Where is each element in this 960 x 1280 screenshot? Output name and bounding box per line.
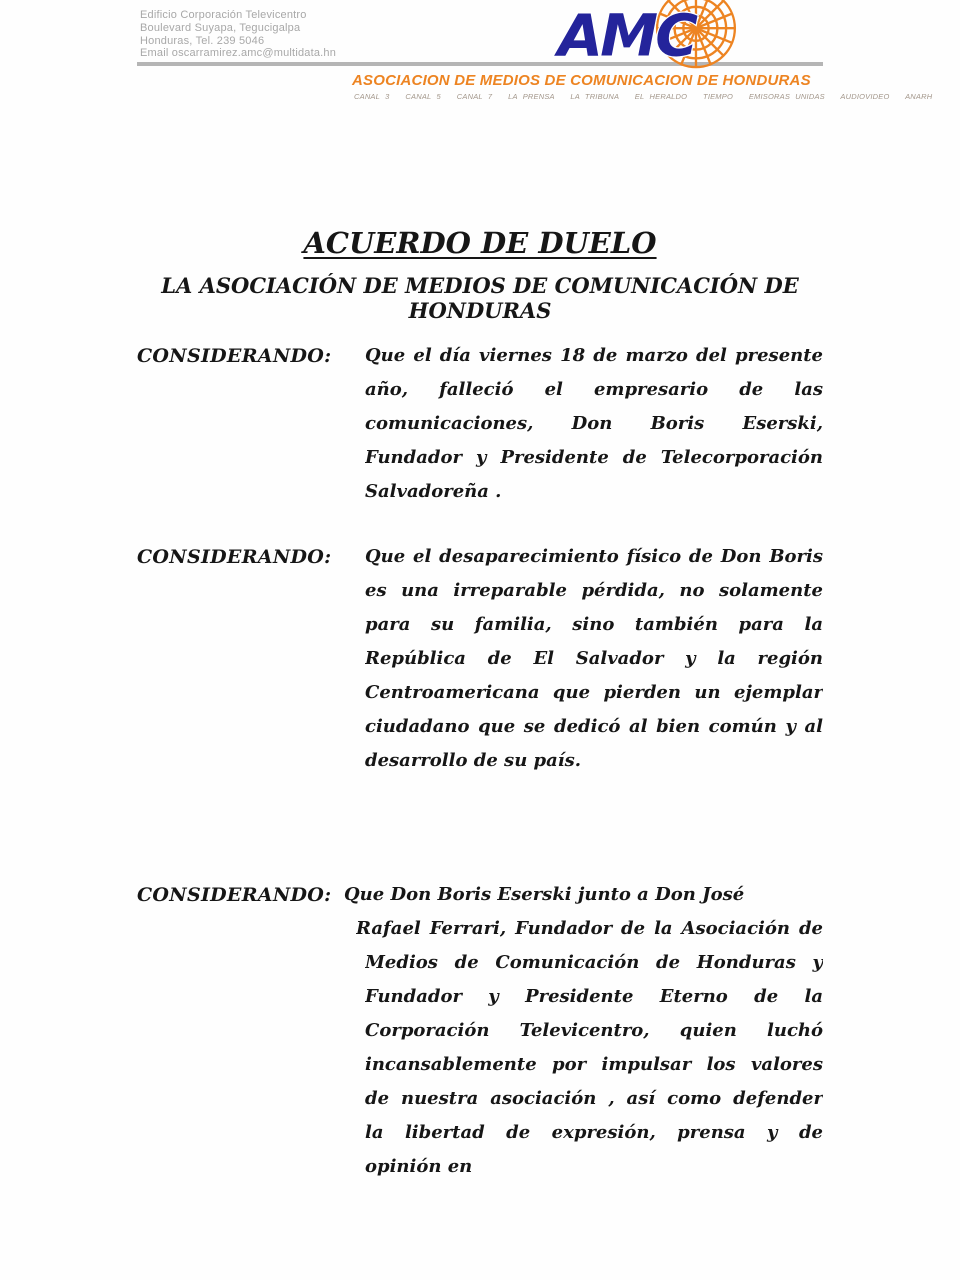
text-line: Fundador y Presidente Eterno de la	[365, 986, 823, 1007]
address-line: Edificio Corporación Televicentro	[140, 9, 307, 21]
org-name: ASOCIACION DE MEDIOS DE COMUNICACION DE HONDURAS	[352, 72, 811, 89]
address-line: Boulevard Suyapa, Tegucigalpa	[140, 21, 301, 34]
text-line: incansablemente por impulsar los valores	[365, 1054, 823, 1075]
text-line: Salvadoreña .	[365, 481, 502, 502]
letterhead-address	[140, 9, 336, 60]
considerando-paragraph-1	[137, 339, 823, 509]
text-line: año, falleció el empresario de las	[365, 379, 823, 400]
text-line: Fundador y Presidente de Telecorporación	[365, 447, 823, 468]
paragraph-label: CONSIDERANDO:	[137, 884, 332, 906]
amc-logo-text: AMC	[557, 1, 696, 70]
text-line: es una irreparable pérdida, no solamente	[365, 580, 823, 601]
text-line: Que el día viernes 18 de marzo del presente	[365, 345, 823, 366]
text-line: opinión en	[365, 1156, 473, 1177]
paragraph-label: CONSIDERANDO:	[137, 345, 332, 367]
members-list: CANAL 3 CANAL 5 CANAL 7 LA PRENSA LA TRIBUNA EL HERALDO TIEMPO EMISORAS UNIDAS AUDIOVIDEO ANARH	[354, 92, 933, 101]
text-line: para su familia, sino también para la	[365, 614, 823, 635]
document-subtitle: LA ASOCIACIÓN DE MEDIOS DE COMUNICACIÓN DE HONDURAS	[161, 273, 799, 323]
considerando-paragraph-3	[137, 878, 823, 1184]
text-line: República de El Salvador y la región	[365, 648, 823, 669]
text-line: la libertad de expresión, prensa y de	[365, 1122, 823, 1143]
text-line: comunicaciones, Don Boris Eserski,	[365, 413, 823, 434]
text-line: Centroamericana que pierden un ejemplar	[365, 682, 823, 703]
text-line: de nuestra asociación , así como defender	[365, 1088, 823, 1109]
paragraph-text	[344, 878, 823, 1184]
address-line: Email oscarramirez.amc@multidata.hn	[140, 47, 337, 60]
paragraph-label: CONSIDERANDO:	[137, 546, 332, 568]
amc-logo	[550, 0, 770, 70]
page-title: ACUERDO DE DUELO	[303, 226, 657, 260]
text-line: Que Don Boris Eserski junto a Don José	[344, 884, 745, 905]
text-line: Que el desaparecimiento físico de Don Boris	[365, 546, 823, 567]
text-line: ciudadano que se dedicó al bien común y al	[365, 716, 823, 737]
text-line: Medios de Comunicación de Honduras y	[365, 952, 823, 973]
text-line: Rafael Ferrari, Fundador de la Asociación de	[356, 918, 823, 939]
paragraph-text	[365, 540, 823, 778]
text-line: Corporación Televicentro, quien luchó	[365, 1020, 823, 1041]
address-line: Honduras, Tel. 239 5046	[140, 34, 265, 47]
considerando-paragraph-2	[137, 540, 823, 778]
text-line: desarrollo de su país.	[365, 750, 582, 771]
paragraph-text	[365, 339, 823, 509]
